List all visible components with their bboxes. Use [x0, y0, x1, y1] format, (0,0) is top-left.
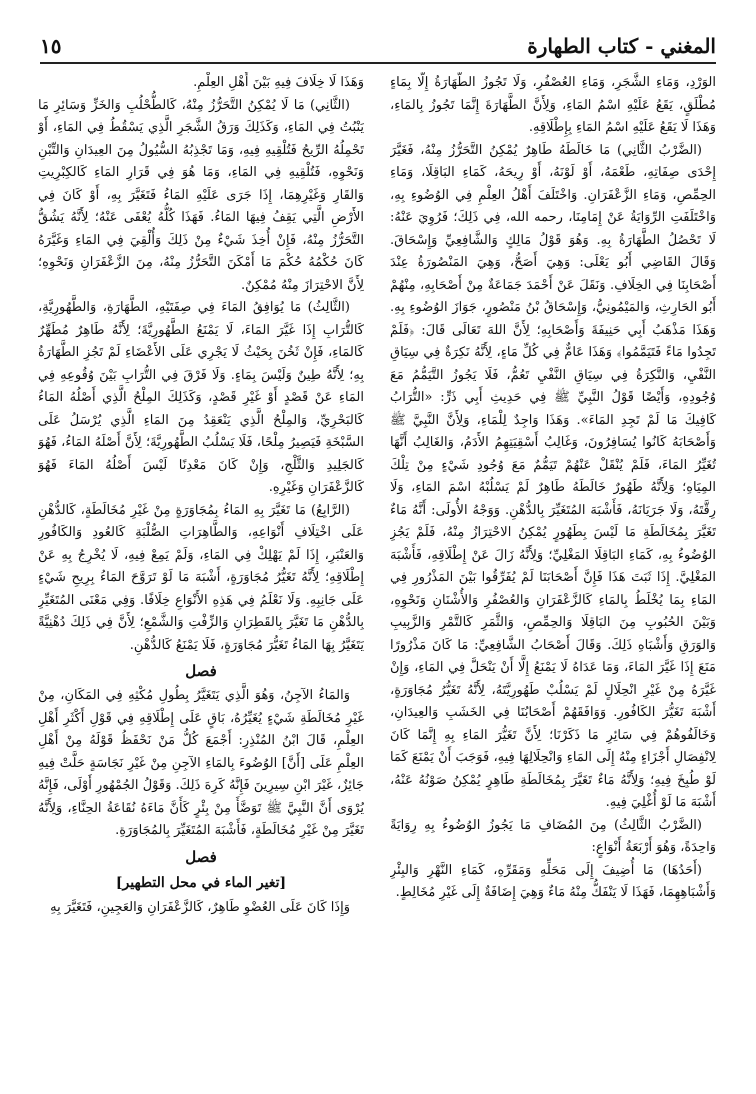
text-columns: [38, 72, 716, 1074]
paragraph: (الثَّانِي) مَا لَا يُمْكِنُ التَّحَرُّزُ مِنْهُ، كَالطُّحْلُبِ وَالخَزِّ وَسَائِرِ مَا يَنْبُتُ فِي المَاءِ، وَكَذَلِكَ وَرَقُ الشَّجَرِ الَّذِي يَسْقُطُ فِي المَاءِ، أَوْ تَحْمِلُهُ الرِّيحُ فَتُلْقِيهِ فِيهِ، وَمَا تَجْذِبُهُ السُّيُولُ مِنَ العِيدَانِ وَالتِّبْنِ وَنَحْوِهِ، فَتُلْقِيهِ فِي المَاءِ، وَمَا هُوَ فِي قَرَارِ المَاءِ كَالكِبْرِيتِ وَالقَارِ وَغَيْرِهِمَا، إِذَا جَرَى عَلَيْهِ المَاءُ فَتَغَيَّرَ بِهِ، أَوْ كَانَ فِي الأَرْضِ الَّتِي يَقِفُ فِيهَا المَاءُ. فَهَذَا كُلُّهُ يُعْفَى عَنْهُ؛ لِأَنَّهُ يَشُقُّ التَّحَرُّزُ مِنْهُ، فَإِنْ أُخِذَ شَيْءٌ مِنْ ذَلِكَ وَأُلْقِيَ فِي المَاءِ وَغَيَّرَهُ كَانَ حُكْمُهُ حُكْمَ مَا أَمْكَنَ التَّحَرُّزُ مِنْهُ، مِنَ الزَّعْفَرَانِ وَنَحْوِهِ؛ لِأَنَّ الاحْتِرَازَ مِنْهُ مُمْكِنٌ.: [38, 97, 364, 293]
running-title: المغني - كتاب الطهارة: [527, 34, 716, 58]
paragraph: (الرَّابِعُ) مَا تَغَيَّرَ بِهِ المَاءُ بِمُجَاوَرَةٍ مِنْ غَيْرِ مُخَالَطَةٍ، كَالدُّهْنِ عَلَى اخْتِلَافِ أَنْوَاعِهِ، وَالطَّاهِرَاتِ الصُّلْبَةِ كَالعُودِ وَالكَافُورِ وَالعَنْبَرِ، إِذَا لَمْ يَهْلِكْ فِي المَاءِ، وَلَمْ يَمِعْ فِيهِ، لَا يُخْرِجُ بِهِ عَنْ إِطْلَاقِهِ؛ لِأَنَّهُ تَغَيُّرُ مُجَاوَرَةٍ، أَشْبَهَ مَا لَوْ تَرَوَّحَ المَاءُ بِرِيحِ شَيْءٍ عَلَى جَانِبِهِ. وَلَا نَعْلَمُ فِي هَذِهِ الأَنْوَاعِ خِلَافًا. وَفِي مَعْنَى المُتَغَيِّرِ بِالدُّهْنِ مَا تَغَيَّرَ بِالقَطِرَانِ وَالزِّفْتِ وَالشَّمْعِ؛ لِأَنَّ فِي ذَلِكَ دُهْنِيَّةً يَتَغَيَّرُ بِهَا المَاءُ تَغَيُّرَ مُجَاوَرَةٍ، فَلَا يَمْنَعُ كَالدُّهْنِ.: [38, 502, 364, 653]
paragraph: وَالمَاءُ الآجِنُ، وَهُوَ الَّذِي يَتَغَيَّرُ بِطُولِ مُكْثِهِ فِي المَكَانِ، مِنْ غَيْرِ مُخَالَطَةِ شَيْءٍ يُغَيِّرُهُ، بَاقٍ عَلَى إِطْلَاقِهِ فِي قَوْلِ أَكْثَرِ أَهْلِ العِلْمِ، قَالَ ابْنُ المُنْذِرِ: أَجْمَعَ كُلُّ مَنْ نَحْفَظُ قَوْلَهُ مِنْ أَهْلِ العِلْمِ عَلَى [أَنَّ] الوُضُوءَ بِالمَاءِ الآجِنِ مِنْ غَيْرِ نَجَاسَةٍ حَلَّتْ فِيهِ جَائِزٌ، غَيْرَ ابْنِ سِيرِينَ فَإِنَّهُ كَرِهَ ذَلِكَ. وَقَوْلُ الجُمْهُورِ أَوْلَى، فَإِنَّهُ يُرْوَى أَنَّ النَّبِيَّ ﷺ تَوَضَّأَ مِنْ بِئْرٍ كَأَنَّ مَاءَهُ نُقَاعَةُ الحِنَّاءِ، وَلِأَنَّهُ تَغَيَّرَ مِنْ غَيْرِ مُخَالَطَةٍ، فَأَشْبَهَ المُتَغَيِّرَ بِالمُجَاوَرَةِ.: [38, 688, 364, 838]
left-column: [38, 72, 364, 1074]
page-header: [40, 28, 716, 64]
paragraph: وَهَذَا لَا خِلَافَ فِيهِ بَيْنَ أَهْلِ العِلْمِ.: [193, 75, 364, 90]
section-heading: فصل: [185, 847, 217, 866]
right-column: [390, 72, 716, 1074]
paragraph: (أَحَدُهَا) مَا أُضِيفَ إِلَى مَحَلِّهِ وَمَقَرِّهِ، كَمَاءِ النَّهْرِ وَالبِئْرِ وَأَشْبَاهِهِمَا، فَهَذَا لَا يَنْفَكُّ مِنْهُ مَاءٌ وَهِيَ إِضَافَةٌ إِلَى غَيْرِ مُخَالِطٍ.: [390, 862, 716, 900]
paragraph: الوَرْدِ، وَمَاءِ الشَّجَرِ، وَمَاءِ العُصْفُرِ، وَلَا تَجُوزُ الطَّهَارَةُ إِلَّا بِمَاءٍ مُطْلَقٍ، يَقَعُ عَلَيْهِ اسْمُ المَاءِ، وَلِأَنَّ الطَّهَارَةَ إِنَّمَا تَجُوزُ بِالمَاءِ، وَهَذَا لَا يَقَعُ عَلَيْهِ اسْمُ المَاءِ بِإِطْلَاقِهِ.: [390, 75, 716, 135]
paragraph: (الضَّرْبُ الثَّالِثُ) مِنَ المُضَافِ مَا يَجُوزُ الوُضُوءُ بِهِ رِوَايَةً وَاحِدَةً، وَهُوَ أَرْبَعَةُ أَنْوَاعٍ:: [390, 817, 716, 855]
section-subtitle: [تغير الماء في محل التطهير]: [115, 874, 287, 891]
paragraph: (الضَّرْبُ الثَّانِي) مَا خَالَطَهُ طَاهِرٌ يُمْكِنُ التَّحَرُّزُ مِنْهُ، فَغَيَّرَ إِحْدَى صِفَاتِهِ، طَعْمَهُ، أَوْ لَوْنَهُ، أَوْ رِيحَهُ، كَمَاءِ البَاقِلَا، وَمَاءِ الحِمِّصِ، وَمَاءِ الزَّعْفَرَانِ. وَاخْتَلَفَ أَهْلُ العِلْمِ فِي الوُضُوءِ بِهِ، وَاخْتَلَفَتِ الرِّوَايَةُ عَنْ إِمَامِنَا، رحمه الله، فِي ذَلِكَ؛ فَرُوِيَ عَنْهُ: لَا تَحْصُلُ الطَّهَارَةُ بِهِ. وَهُوَ قَوْلُ مَالِكٍ وَالشَّافِعِيِّ وَإِسْحَاقَ. وَقَالَ القَاضِي أَبُو يَعْلَى: وَهِيَ أَصَحُّ، وَهِيَ المَنْصُورَةُ عِنْدَ أَصْحَابِنَا فِي الخِلَافِ. وَنَقَلَ عَنْ أَحْمَدَ جَمَاعَةٌ مِنْ أَصْحَابِهِ، مِنْهُمْ أَبُو الحَارِثِ، وَالمَيْمُونِيُّ، وَإِسْحَاقُ بْنُ مَنْصُورٍ، جَوَازَ الوُضُوءِ بِهِ. وَهَذَا مَذْهَبُ أَبِي حَنِيفَةَ وَأَصْحَابِهِ؛ لِأَنَّ اللهَ تَعَالَى قَالَ: ﴿فَلَمْ تَجِدُوا مَاءً فَتَيَمَّمُوا﴾ وَهَذَا عَامٌّ فِي كُلِّ مَاءٍ، لِأَنَّهُ نَكِرَةٌ فِي سِيَاقِ النَّفْيِ، وَالنَّكِرَةُ فِي سِيَاقِ النَّفْيِ تَعُمُّ، فَلَا يَجُوزُ التَّيَمُّمُ مَعَ وُجُودِهِ، وَأَيْضًا قَوْلُ النَّبِيِّ ﷺ فِي حَدِيثِ أَبِي ذَرٍّ: «التُّرَابُ كَافِيكَ مَا لَمْ تَجِدِ المَاءَ». وَهَذَا وَاجِدٌ لِلْمَاءِ، وَلِأَنَّ النَّبِيَّ ﷺ وَأَصْحَابَهُ كَانُوا يُسَافِرُونَ، وَغَالِبُ أَسْقِيَتِهِمُ الأَدَمُ، وَالغَالِبُ أَنَّهَا تُغَيِّرُ المَاءَ، فَلَمْ يُنْقَلْ عَنْهُمْ تَيَمُّمٌ مَعَ وُجُودِ شَيْءٍ مِنْ تِلْكَ المِيَاهِ؛ وَلِأَنَّهُ طَهُورٌ خَالَطَهُ طَاهِرٌ لَمْ يَسْلُبْهُ اسْمَ المَاءِ، وَلَا رِقَّتَهُ، وَلَا جَرَيَانَهُ، فَأَشْبَهَ المُتَغَيِّرَ بِالدُّهْنِ. وَوَجْهُ الأُولَى: أَنَّهُ مَاءٌ تَغَيَّرَ بِمُخَالَطَةِ مَا لَيْسَ بِطَهُورٍ يُمْكِنُ الاحْتِرَازُ مِنْهُ، فَلَمْ يَجُزِ الوُضُوءُ بِهِ، كَمَاءِ البَاقِلَا المَغْلِيِّ؛ وَلِأَنَّهُ زَالَ عَنْ إِطْلَاقِهِ، فَأَشْبَهَ المَغْلِيَّ. إِذَا ثَبَتَ هَذَا فَإِنَّ أَصْحَابَنَا لَمْ يُفَرِّقُوا بَيْنَ المَذْرُورِ فِي المَاءِ بِمَا يُخْلَطُ بِالمَاءِ كَالزَّعْفَرَانِ وَالعُصْفُرِ وَالأُشْنَانِ وَنَحْوِهِ، وَبَيْنَ الحُبُوبِ مِنَ البَاقِلَا وَالحِمِّصِ، وَالثَّمَرِ كَالتَّمْرِ وَالزَّبِيبِ وَالوَرَقِ وَأَشْبَاهِ ذَلِكَ. وَقَالَ أَصْحَابُ الشَّافِعِيِّ: مَا كَانَ مَذْرُورًا مَنَعَ إِذَا غَيَّرَ المَاءَ، وَمَا عَدَاهُ لَا يَمْنَعُ إِلَّا أَنْ يَنْحَلَّ فِي المَاءِ، وَإِنْ غَيَّرَهُ مِنْ غَيْرِ انْحِلَالٍ لَمْ يَسْلُبْ طَهُورِيَّتَهُ، لِأَنَّهُ تَغَيُّرُ مُجَاوَرَةٍ، أَشْبَهَ تَغَيُّرَ الكَافُورِ. وَوَافَقَهُمْ أَصْحَابُنَا فِي الخَشَبِ وَالعِيدَانِ، وَخَالَفُوهُمْ فِي سَائِرِ مَا ذَكَرْنَا؛ لِأَنَّ تَغَيُّرَ المَاءِ بِهِ إِنَّمَا كَانَ لِانْفِصَالِ أَجْزَاءٍ مِنْهُ إِلَى المَاءِ وَانْحِلَالِهَا فِيهِ، فَوَجَبَ أَنْ يَمْنَعَ كَمَا لَوْ طُبِخَ فِيهِ؛ وَلِأَنَّهُ مَاءٌ تَغَيَّرَ بِمُخَالَطَةِ طَاهِرٍ يُمْكِنُ صَوْنُهُ عَنْهُ، أَشْبَهَ مَا لَوْ أُغْلِيَ فِيهِ.: [390, 142, 716, 810]
page-number: ١٥: [40, 34, 62, 58]
section-heading: فصل: [185, 662, 217, 680]
paragraph: وَإِذَا كَانَ عَلَى العُضْوِ طَاهِرٌ، كَالزَّعْفَرَانِ وَالعَجِينِ، فَتَغَيَّرَ بِهِ: [50, 899, 350, 915]
paragraph: (الثَّالِثُ) مَا يُوَافِقُ المَاءَ فِي صِفَتَيْهِ، الطَّهَارَةِ، وَالطَّهُورِيَّةِ، كَالتُّرَابِ إِذَا غَيَّرَ المَاءَ، لَا يَمْنَعُ الطَّهُورِيَّةَ؛ لِأَنَّهُ طَاهِرٌ مُطَهِّرٌ كَالمَاءِ، فَإِنْ ثَخُنَ بِحَيْثُ لَا يَجْرِي عَلَى الأَعْضَاءِ لَمْ تَجُزِ الطَّهَارَةُ بِهِ؛ لِأَنَّهُ طِينٌ وَلَيْسَ بِمَاءٍ. وَلَا فَرْقَ فِي التُّرَابِ بَيْنَ وُقُوعِهِ فِي المَاءِ عَنْ قَصْدٍ أَوْ غَيْرِ قَصْدٍ، وَكَذَلِكَ المِلْحُ الَّذِي أَصْلُهُ المَاءُ كَالبَحْرِيِّ، وَالمِلْحُ الَّذِي يَنْعَقِدُ مِنَ المَاءِ الَّذِي يُرْسَلُ عَلَى السَّبْخَةِ فَيَصِيرُ مِلْحًا، فَلَا يَسْلُبُ الطَّهُورِيَّةَ؛ لِأَنَّ أَصْلَهُ المَاءُ، فَهُوَ كَالجَلِيدِ وَالثَّلْجِ، وَإِنْ كَانَ مَعْدِنًا لَيْسَ أَصْلُهُ المَاءَ فَهُوَ كَالزَّعْفَرَانِ وَغَيْرِهِ.: [38, 300, 364, 495]
